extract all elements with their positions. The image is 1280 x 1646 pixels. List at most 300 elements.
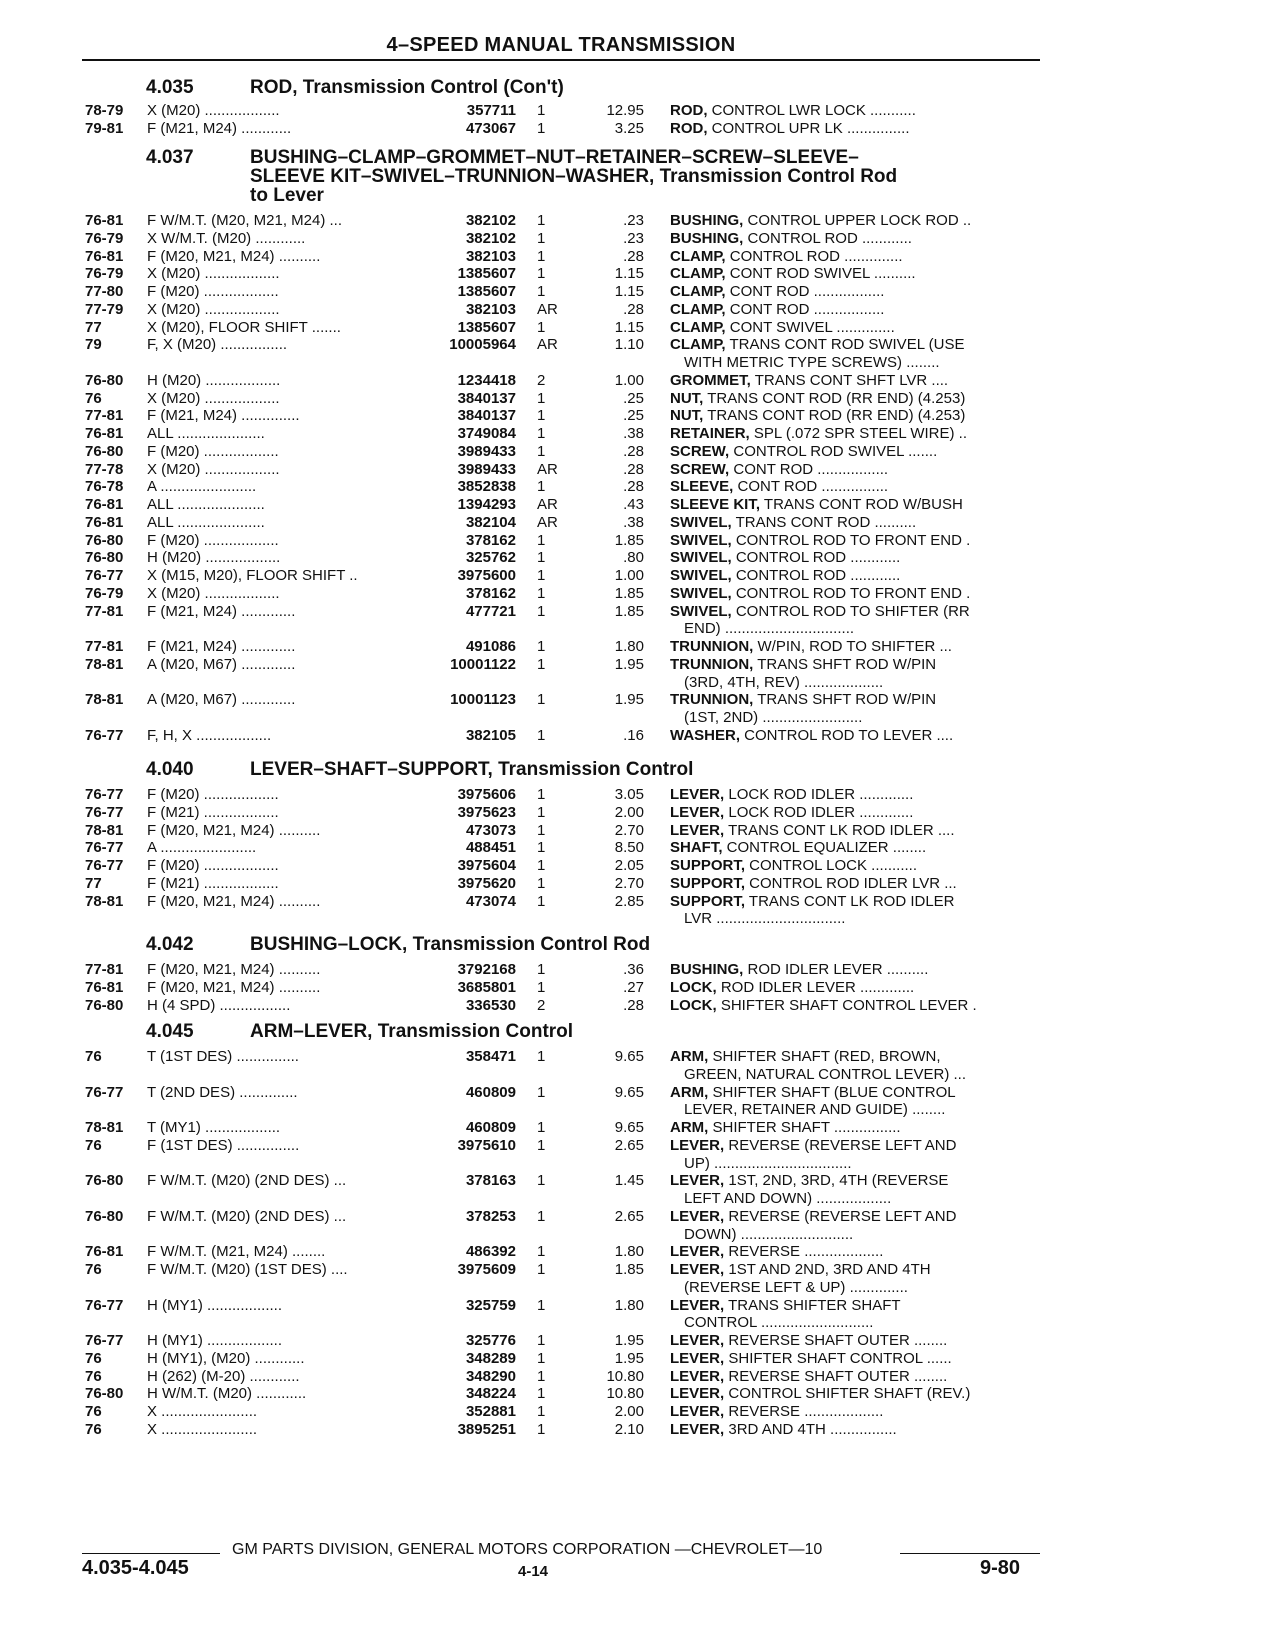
footer-page-number: 4-14 (518, 1563, 549, 1580)
table-row (0, 1048, 1280, 1066)
table-row (0, 425, 1280, 443)
part-number: 1385607 (457, 265, 516, 283)
price: 1.85 (614, 531, 644, 549)
description-text: LEVER, RETAINER AND GUIDE) ........ (684, 1101, 946, 1119)
price: 1.85 (614, 584, 644, 602)
description-keyword: BUSHING, (670, 961, 744, 978)
description-keyword: SCREW, (670, 442, 730, 460)
year-range: 77-80 (85, 283, 124, 300)
description-keyword: LEVER, (670, 786, 725, 803)
description-text: CONTROL ROD TO FRONT END . (731, 531, 971, 549)
price: 2.10 (614, 1420, 644, 1438)
price: 1.80 (614, 638, 644, 655)
description-keyword: SWIVEL, (670, 513, 732, 531)
description-keyword: BUSHING, (670, 229, 744, 247)
description (684, 1190, 1042, 1208)
footer-text: GM PARTS DIVISION, GENERAL MOTORS CORPORATION —CHEVROLET—10 (232, 1541, 823, 1558)
description-keyword: LEVER, (670, 1420, 725, 1438)
description (670, 1048, 1042, 1066)
description-keyword: LOCK, (670, 978, 717, 996)
description (670, 1421, 1042, 1439)
description-keyword: LOCK, (670, 996, 717, 1014)
part-number: 3975600 (457, 567, 516, 584)
part-number: 473073 (465, 821, 516, 839)
description-text: (1ST, 2ND) ........................ (684, 709, 863, 726)
part-number: 473067 (465, 119, 516, 137)
description (670, 514, 1042, 532)
part-number: 378162 (465, 584, 516, 602)
year-range: 76-77 (85, 786, 124, 803)
price: 1.00 (614, 371, 644, 389)
description (684, 620, 1042, 638)
description-keyword: WASHER, (670, 726, 741, 744)
quantity: 1 (537, 531, 546, 549)
table-row (0, 407, 1280, 425)
description (670, 336, 1042, 354)
description (670, 1243, 1042, 1261)
description-text: REVERSE (REVERSE LEFT AND (724, 1136, 957, 1154)
year-range: 78-81 (85, 655, 124, 673)
description-keyword: SUPPORT, (670, 874, 746, 892)
description-text: SHIFTER SHAFT ................ (708, 1119, 901, 1136)
table-row (0, 212, 1280, 230)
price: .27 (623, 978, 644, 996)
description (670, 893, 1042, 911)
part-number: 325776 (465, 1332, 516, 1349)
part-number: 1234418 (457, 371, 516, 389)
year-range: 77 (85, 318, 102, 336)
year-range: 76-81 (85, 513, 124, 531)
quantity: AR (537, 496, 558, 513)
description-keyword: SLEEVE KIT, (670, 496, 761, 513)
section-number: 4.035 (146, 77, 194, 98)
description-text: UP) ................................. (684, 1154, 852, 1172)
description-text: CONTROL UPPER LOCK ROD .. (743, 212, 972, 229)
part-number: 382103 (465, 247, 516, 265)
table-row (0, 875, 1280, 893)
quantity: 1 (537, 318, 546, 336)
table-row (0, 532, 1280, 550)
description-keyword: CLAMP, (670, 318, 726, 336)
description (670, 443, 1042, 461)
description-text: CONT ROD SWIVEL .......... (725, 265, 916, 283)
description-text: END) ............................... (684, 620, 855, 638)
description (670, 478, 1042, 496)
section-number: 4.037 (146, 147, 194, 168)
description (670, 1172, 1042, 1190)
description-keyword: LEVER, (670, 1243, 725, 1261)
price: .25 (623, 389, 644, 407)
section-heading (146, 148, 897, 205)
description-keyword: ROD, (670, 102, 708, 119)
part-number: 357711 (466, 102, 516, 119)
description (670, 283, 1042, 301)
description-keyword: GROMMET, (670, 371, 751, 389)
application: F (M20) .................. (147, 531, 279, 549)
description-keyword: SWIVEL, (670, 531, 732, 549)
price: .28 (623, 442, 644, 460)
quantity: 1 (537, 786, 546, 803)
price: 1.45 (614, 1172, 644, 1190)
description-text: CONTROL UPR LK ............... (707, 119, 910, 137)
description-text: TRANS CONT ROD (RR END) (4.253) (703, 407, 966, 425)
price: 1.85 (614, 1261, 644, 1278)
price: .16 (623, 726, 644, 744)
description (670, 230, 1042, 248)
application: F W/M.T. (M20) (1ST DES) .... (147, 1261, 348, 1278)
part-number: 3989433 (457, 460, 516, 478)
table-row-continuation (0, 674, 1280, 692)
description (670, 532, 1042, 550)
quantity: 1 (537, 283, 546, 300)
section-title-line: SLEEVE KIT–SWIVEL–TRUNNION–WASHER, Transmission Control Rod (250, 166, 898, 187)
part-number: 460809 (465, 1083, 516, 1101)
quantity: 1 (537, 1403, 546, 1420)
description-text: CONTROL ROD TO FRONT END . (731, 584, 971, 602)
part-number: 3975606 (457, 786, 516, 803)
price: 9.65 (614, 1119, 644, 1136)
quantity: 1 (537, 1349, 546, 1367)
description-text: CONTROL ROD ............ (731, 549, 901, 567)
table-row (0, 893, 1280, 911)
description-keyword: SUPPORT, (670, 892, 746, 910)
price: .38 (623, 425, 644, 442)
description-keyword: TRUNNION, (670, 691, 754, 709)
application: F W/M.T. (M20) (2ND DES) ... (147, 1207, 347, 1225)
description (670, 102, 1042, 120)
price: 1.80 (614, 1243, 644, 1261)
quantity: 1 (537, 874, 546, 892)
description (670, 857, 1042, 875)
description-keyword: LEVER, (670, 1261, 725, 1278)
quantity: 1 (537, 247, 546, 265)
year-range: 77-81 (85, 602, 124, 620)
part-number: 348290 (465, 1367, 516, 1385)
description (670, 603, 1042, 621)
quantity: 1 (537, 1119, 546, 1136)
part-number: 378163 (465, 1172, 516, 1190)
quantity: 1 (537, 602, 546, 620)
price: 2.70 (614, 874, 644, 892)
table-row (0, 1332, 1280, 1350)
description-text: 1ST, 2ND, 3RD, 4TH (REVERSE (724, 1172, 949, 1190)
description-keyword: RETAINER, (670, 425, 750, 442)
quantity: 1 (537, 549, 546, 567)
table-row-continuation (0, 1101, 1280, 1119)
part-number: 3840137 (457, 407, 516, 425)
description (670, 691, 1042, 709)
year-range: 76-81 (85, 425, 124, 442)
price: 2.70 (614, 821, 644, 839)
description (670, 549, 1042, 567)
application: H (M20) .................. (147, 371, 281, 389)
year-range: 76-77 (85, 1296, 124, 1314)
table-row (0, 1385, 1280, 1403)
price: .28 (623, 247, 644, 265)
year-range: 76 (85, 1403, 102, 1420)
description-text: CONT ROD ................. (729, 460, 889, 478)
price: 8.50 (614, 839, 644, 857)
price: 1.15 (614, 318, 644, 336)
application: F (1ST DES) ............... (147, 1136, 300, 1154)
table-row (0, 230, 1280, 248)
description (684, 1279, 1042, 1297)
price: 2.00 (614, 803, 644, 821)
description-keyword: LEVER, (670, 1403, 725, 1420)
application: F (M20) .................. (147, 857, 279, 874)
part-number: 477721 (465, 602, 516, 620)
year-range: 76-77 (85, 567, 124, 584)
table-row (0, 585, 1280, 603)
application: F (M21) .................. (147, 803, 279, 821)
part-number: 10001123 (450, 691, 516, 709)
application: X (M20) .................. (147, 460, 280, 478)
year-range: 76-81 (85, 1243, 124, 1261)
part-number: 3749084 (457, 425, 516, 442)
price: 1.15 (614, 283, 644, 300)
quantity: 1 (537, 1420, 546, 1438)
year-range: 78-81 (85, 892, 124, 910)
table-row (0, 1243, 1280, 1261)
description (670, 585, 1042, 603)
table-row (0, 301, 1280, 319)
footer-section-range: 4.035-4.045 (82, 1557, 189, 1579)
application: X ....................... (147, 1420, 258, 1438)
description (670, 319, 1042, 337)
year-range: 76-80 (85, 996, 124, 1014)
quantity: 1 (537, 389, 546, 407)
quantity: AR (537, 300, 558, 318)
description (670, 1297, 1042, 1315)
description-text: REVERSE (REVERSE LEFT AND (724, 1207, 957, 1225)
description-keyword: LEVER, (670, 1367, 725, 1385)
section-heading (146, 78, 564, 97)
description-text: SHIFTER SHAFT (RED, BROWN, (708, 1048, 941, 1065)
year-range: 76-77 (85, 857, 124, 874)
description-text: (3RD, 4TH, REV) ................... (684, 673, 884, 691)
year-range: 76-77 (85, 1332, 124, 1349)
quantity: 1 (537, 726, 546, 744)
description (670, 997, 1042, 1015)
quantity: 1 (537, 978, 546, 996)
year-range: 76-81 (85, 978, 124, 996)
part-number: 382103 (465, 300, 516, 318)
year-range: 76-79 (85, 265, 124, 283)
price: 2.85 (614, 892, 644, 910)
part-number: 3975610 (457, 1136, 516, 1154)
description-keyword: SWIVEL, (670, 549, 732, 567)
description-keyword: SHAFT, (670, 839, 723, 857)
description (670, 212, 1042, 230)
application: F, X (M20) ................ (147, 336, 288, 354)
table-row (0, 727, 1280, 745)
description (670, 656, 1042, 674)
quantity: 1 (537, 478, 546, 496)
section-number: 4.040 (146, 759, 194, 780)
price: .28 (623, 996, 644, 1014)
price: .28 (623, 478, 644, 496)
part-number: 382102 (465, 229, 516, 247)
description (670, 301, 1042, 319)
description (684, 354, 1042, 372)
table-row (0, 1261, 1280, 1279)
quantity: 1 (537, 857, 546, 874)
year-range: 76-80 (85, 371, 124, 389)
description (670, 727, 1042, 745)
year-range: 76-79 (85, 584, 124, 602)
section-heading (146, 760, 693, 779)
description-text: TRANS CONT ROD .......... (731, 513, 917, 531)
description-keyword: ARM, (670, 1083, 709, 1101)
part-number: 486392 (465, 1243, 516, 1261)
table-row (0, 336, 1280, 354)
application: F (M20) .................. (147, 283, 279, 300)
quantity: 1 (537, 265, 546, 283)
description-text: CONTROL SHIFTER SHAFT (REV.) (724, 1385, 971, 1403)
description (684, 1226, 1042, 1244)
year-range: 77 (85, 874, 102, 892)
description (670, 1368, 1042, 1386)
application: F (M20, M21, M24) .......... (147, 892, 321, 910)
table-row (0, 1137, 1280, 1155)
description-text: CONTROL ROD IDLER LVR ... (745, 874, 957, 892)
part-number: 10001122 (450, 655, 516, 673)
description-keyword: CLAMP, (670, 283, 726, 300)
table-row (0, 443, 1280, 461)
description-text: ROD IDLER LEVER .......... (743, 961, 929, 978)
description-keyword: LEVER, (670, 1296, 725, 1314)
part-number: 460809 (465, 1119, 516, 1136)
quantity: 1 (537, 1296, 546, 1314)
table-row (0, 822, 1280, 840)
table-row (0, 1350, 1280, 1368)
section-title-line: BUSHING–CLAMP–GROMMET–NUT–RETAINER–SCREW–SLEEVE– (250, 147, 859, 168)
quantity: 2 (537, 996, 546, 1014)
table-row (0, 804, 1280, 822)
part-number: 3840137 (457, 389, 516, 407)
part-number: 3989433 (457, 442, 516, 460)
price: 2.05 (614, 857, 644, 874)
application: ALL ..................... (147, 513, 265, 531)
description (670, 265, 1042, 283)
price: .23 (623, 212, 644, 229)
description (670, 461, 1042, 479)
part-number: 3975620 (457, 874, 516, 892)
description (670, 407, 1042, 425)
description (684, 674, 1042, 692)
price: 1.85 (614, 602, 644, 620)
description (684, 910, 1042, 928)
application: ALL ..................... (147, 496, 265, 513)
year-range: 76-80 (85, 1172, 124, 1190)
description (670, 120, 1042, 138)
footer-date: 9-80 (980, 1557, 1021, 1579)
description-text: TRANS SHFT ROD W/PIN (753, 691, 937, 709)
description-keyword: ROD, (670, 119, 708, 137)
table-row-continuation (0, 1190, 1280, 1208)
quantity: 1 (537, 567, 546, 584)
part-number: 473074 (465, 892, 516, 910)
description (670, 839, 1042, 857)
application: F (M21, M24) ............. (147, 602, 296, 620)
description-keyword: LEVER, (670, 1349, 725, 1367)
description (670, 1403, 1042, 1421)
description-text: TRANS CONT LK ROD IDLER .... (724, 821, 955, 839)
quantity: 1 (537, 1261, 546, 1278)
table-row (0, 1403, 1280, 1421)
quantity: 1 (537, 961, 546, 978)
year-range: 77-81 (85, 961, 124, 978)
quantity: 1 (537, 212, 546, 229)
application: F (M21, M24) ............ (147, 119, 292, 137)
part-number: 336530 (465, 996, 516, 1014)
application: H (M20) .................. (147, 549, 281, 567)
application: H (MY1) .................. (147, 1332, 283, 1349)
description-keyword: TRUNNION, (670, 638, 754, 655)
year-range: 76-77 (85, 1083, 124, 1101)
table-row (0, 961, 1280, 979)
description (670, 1208, 1042, 1226)
table-row (0, 839, 1280, 857)
part-number: 382105 (465, 726, 516, 744)
quantity: 2 (537, 371, 546, 389)
section-title-line: ARM–LEVER, Transmission Control (250, 1021, 574, 1042)
description-text: TRANS CONT ROD SWIVEL (USE (725, 336, 965, 354)
quantity: 1 (537, 102, 546, 119)
description-text: DOWN) ........................... (684, 1225, 854, 1243)
description-text: TRANS SHIFTER SHAFT (724, 1296, 901, 1314)
price: .80 (623, 549, 644, 567)
price: 1.95 (614, 1349, 644, 1367)
table-row (0, 102, 1280, 120)
table-row (0, 496, 1280, 514)
quantity: 1 (537, 425, 546, 442)
price: 9.65 (614, 1048, 644, 1065)
quantity: 1 (537, 1083, 546, 1101)
part-number: 382102 (465, 212, 516, 229)
description-keyword: SWIVEL, (670, 584, 732, 602)
description (684, 1314, 1042, 1332)
table-row (0, 1368, 1280, 1386)
table-row-continuation (0, 354, 1280, 372)
description-keyword: LEVER, (670, 1172, 725, 1190)
year-range: 78-79 (85, 102, 124, 119)
section-title-line: ROD, Transmission Control (Con't) (250, 77, 564, 98)
quantity: 1 (537, 1332, 546, 1349)
description-text: (REVERSE LEFT & UP) .............. (684, 1278, 908, 1296)
part-number: 1394293 (457, 496, 516, 513)
year-range: 78-81 (85, 821, 124, 839)
part-number: 348289 (465, 1349, 516, 1367)
quantity: 1 (537, 1207, 546, 1225)
description (670, 1119, 1042, 1137)
description-keyword: SLEEVE, (670, 478, 734, 496)
description-text: TRANS CONT ROD (RR END) (4.253) (703, 389, 966, 407)
table-row (0, 120, 1280, 138)
description (670, 875, 1042, 893)
part-number: 3975609 (457, 1261, 516, 1278)
price: .43 (623, 496, 644, 513)
section-heading (146, 935, 650, 954)
application: A ....................... (147, 478, 257, 496)
price: 1.00 (614, 567, 644, 584)
quantity: 1 (537, 691, 546, 709)
application: H (MY1) .................. (147, 1296, 283, 1314)
part-number: 382104 (465, 513, 516, 531)
price: 12.95 (606, 102, 644, 119)
price: .38 (623, 513, 644, 531)
table-row (0, 1084, 1280, 1102)
